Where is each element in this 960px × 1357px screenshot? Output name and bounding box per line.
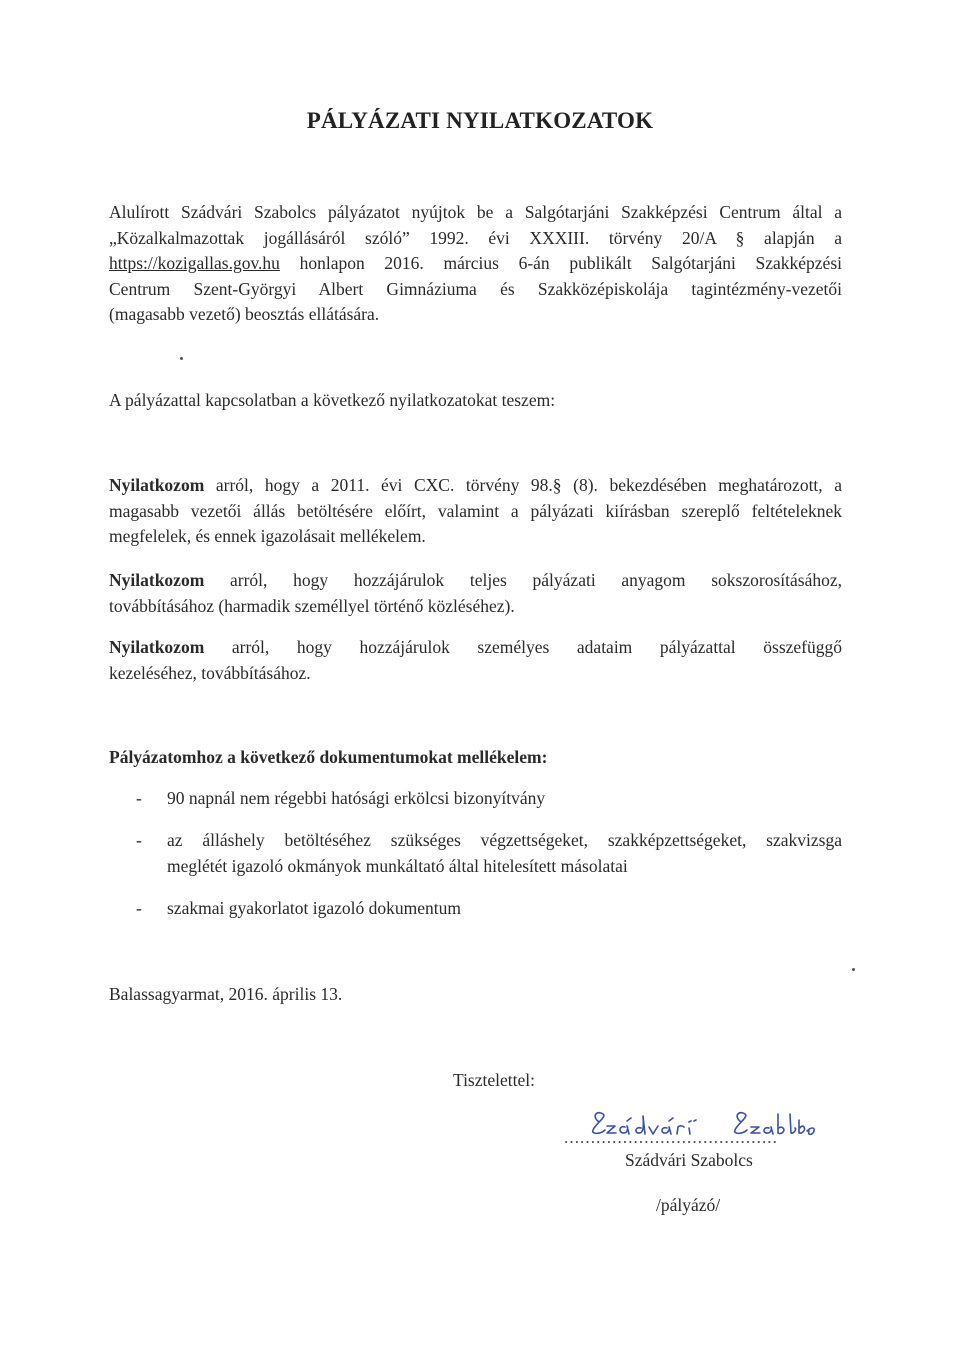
signature-line: ........................................ bbox=[564, 1128, 778, 1147]
intro-paragraph bbox=[109, 200, 842, 328]
document-item-text bbox=[167, 896, 842, 922]
document-item-2-line-2: meglétét igazoló okmányok munkáltató által hitelesített másolatai bbox=[167, 855, 628, 876]
closing-salutation: Tisztelettel: bbox=[453, 1070, 535, 1090]
list-dash: - bbox=[136, 830, 142, 850]
intro-line-4: Centrum Szent-Györgyi Albert Gimnáziuma és Szakközépiskolája tagintézmény-vezetői bbox=[109, 278, 842, 299]
document-item-text bbox=[167, 828, 842, 879]
intro-line-5: (magasabb vezető) beosztás ellátására. bbox=[109, 304, 380, 324]
intro-line-1: Alulírott Szádvári Szabolcs pályázatot nyújtok be a Salgótarjáni Szakképzési Centrum által a bbox=[109, 202, 842, 222]
declaration-3-line-1 bbox=[109, 635, 842, 661]
declaration-3-line-2: kezeléséhez, továbbításához. bbox=[109, 662, 311, 683]
scan-speck bbox=[852, 968, 855, 971]
declaration-1-line-1-rest: arról, hogy a 2011. évi CXC. törvény 98.§ (8). bekezdésében meghatározott, a bbox=[204, 475, 842, 495]
declaration-2-line-1-rest: arról, hogy hozzájárulok teljes pályázati anyagom sokszorosításához, bbox=[204, 570, 842, 590]
declaration-1-line-2: magasabb vezetői állás betöltésére előírt, valamint a pályázati kiírásban szereplő feltételeknek bbox=[109, 500, 842, 521]
declaration-3 bbox=[109, 635, 842, 686]
document-title: PÁLYÁZATI NYILATKOZATOK bbox=[306, 108, 654, 133]
declaration-2-line-2: továbbításához (harmadik személlyel történő közléséhez). bbox=[109, 595, 515, 616]
document-item-text bbox=[167, 786, 842, 812]
lead-sentence bbox=[109, 388, 842, 414]
declaration-keyword: Nyilatkozom bbox=[109, 637, 205, 657]
document-item-2-line-1: az álláshely betöltéséhez szükséges végzettségeket, szakképzettségeket, szakvizsga bbox=[167, 830, 842, 850]
declaration-1 bbox=[109, 473, 842, 550]
declaration-keyword: Nyilatkozom bbox=[109, 475, 205, 495]
declaration-2-line-1 bbox=[109, 568, 842, 594]
list-dash: - bbox=[136, 788, 142, 808]
document-item-1-line-1: 90 napnál nem régebbi hatósági erkölcsi bizonyítvány bbox=[167, 788, 546, 808]
declaration-3-line-1-rest: arról, hogy hozzájárulok személyes adataim pályázattal összefüggő bbox=[204, 637, 842, 657]
place-and-date: Balassagyarmat, 2016. április 13. bbox=[109, 984, 343, 1004]
signer-name: Szádvári Szabolcs bbox=[625, 1150, 753, 1170]
signer-role: /pályázó/ bbox=[656, 1195, 721, 1215]
intro-line-3 bbox=[109, 251, 842, 277]
declaration-keyword: Nyilatkozom bbox=[109, 570, 205, 590]
scan-speck bbox=[180, 357, 183, 360]
declaration-1-line-1 bbox=[109, 473, 842, 499]
document-item-3-line-1: szakmai gyakorlatot igazoló dokumentum bbox=[167, 898, 462, 918]
intro-line-2: „Közalkalmazottak jogállásáról szóló” 1992. évi XXXIII. törvény 20/A § alapján a bbox=[109, 227, 842, 248]
kozigallas-link[interactable]: https://kozigallas.gov.hu bbox=[109, 253, 280, 273]
lead-text: A pályázattal kapcsolatban a következő nyilatkozatokat teszem: bbox=[109, 390, 556, 410]
intro-line-3-rest: honlapon 2016. március 6-án publikált Salgótarjáni Szakképzési bbox=[279, 253, 842, 273]
documents-heading: Pályázatomhoz a következő dokumentumokat mellékelem: bbox=[109, 747, 548, 767]
declaration-1-line-3: megfelelek, és ennek igazolásait mellékelem. bbox=[109, 526, 426, 546]
list-dash: - bbox=[136, 898, 142, 918]
declaration-2 bbox=[109, 568, 842, 619]
